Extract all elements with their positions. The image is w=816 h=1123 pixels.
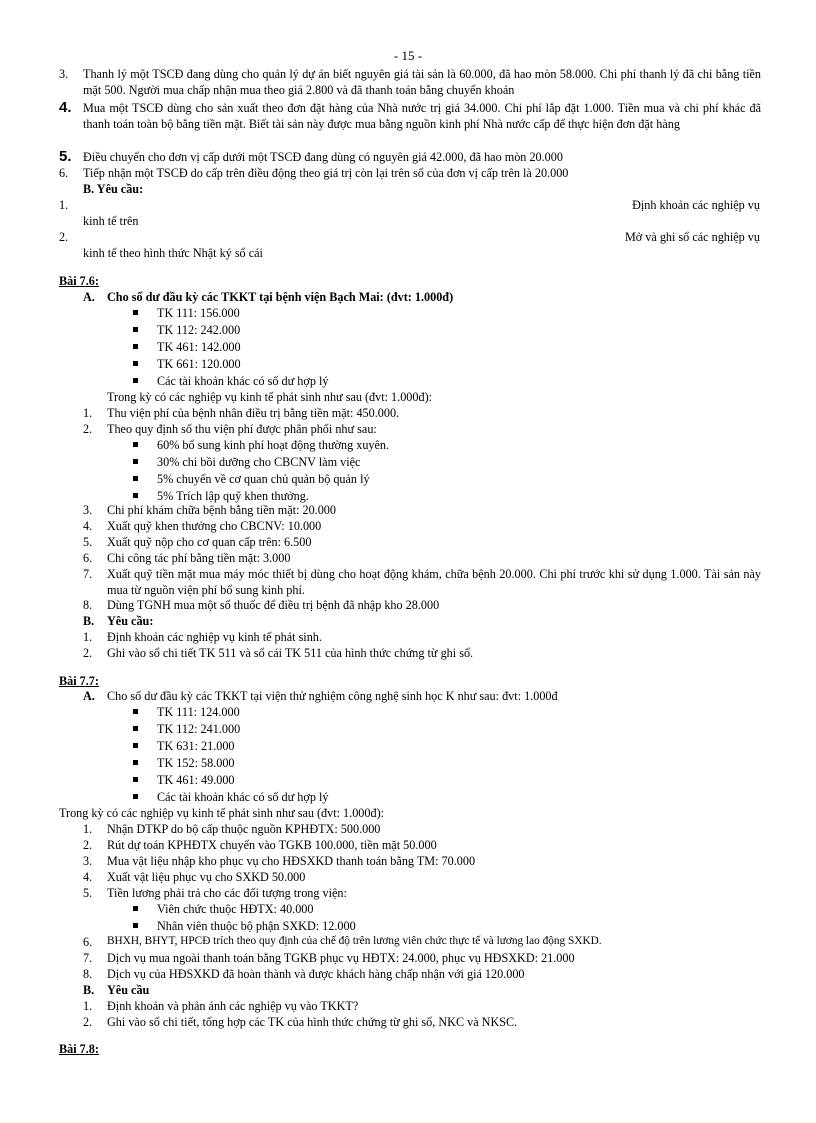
balance-item: TK 461: 142.000 xyxy=(157,340,241,354)
item-number: 6. xyxy=(83,551,93,565)
requirement-text: Ghi vào sổ chi tiết, tổng hợp các TK của hình thức chứng từ ghi sổ, NKC và NKSC. xyxy=(107,1015,518,1029)
list-item: Điều chuyển cho đơn vị cấp dưới một TSCĐ đang dùng có nguyên giá 42.000, đã hao mòn 20.000 xyxy=(83,150,563,164)
list-item: Rút dự toán KPHĐTX chuyển vào TGKB 100.000, tiền mặt 50.000 xyxy=(107,838,437,852)
bullet-icon xyxy=(133,709,138,714)
item-number: 3. xyxy=(83,503,93,517)
item-number: 1. xyxy=(83,630,93,644)
item-number: 8. xyxy=(83,598,93,612)
item-number: 3. xyxy=(83,854,93,868)
balance-item: Các tài khoản khác có số dư hợp lý xyxy=(157,790,329,804)
list-item: Dịch vụ của HĐSXKD đã hoàn thành và được khách hàng chấp nhận với giá 120.000 xyxy=(107,967,525,981)
balance-item: TK 152: 58.000 xyxy=(157,756,235,770)
period-intro: Trong kỳ có các nghiệp vụ kinh tế phát sinh như sau (đvt: 1.000đ): xyxy=(107,390,433,404)
exercise-title: Bài 7.8: xyxy=(59,1042,99,1056)
item-number: 3. xyxy=(59,67,69,81)
requirement-continuation: kinh tế trên xyxy=(83,214,139,228)
section-label: B. xyxy=(83,614,95,628)
list-item: Chi phí khám chữa bệnh bằng tiền mặt: 20.000 xyxy=(107,503,336,517)
bullet-icon xyxy=(133,442,138,447)
bullet-icon xyxy=(133,378,138,383)
list-item: Chi công tác phí bằng tiền mặt: 3.000 xyxy=(107,551,291,565)
list-item: Theo quy định số thu viện phí được phân phối như sau: xyxy=(107,422,377,436)
requirement-text: Định khoản các nghiệp vụ xyxy=(632,198,760,212)
section-label: A. xyxy=(83,290,95,304)
period-intro: Trong kỳ có các nghiệp vụ kinh tế phát sinh như sau (đvt: 1.000đ): xyxy=(59,806,385,820)
list-item: BHXH, BHYT, HPCĐ trích theo quy định của chế độ trên lương viên chức thực tế và lương lao động SXKD. xyxy=(107,935,602,947)
requirement-text: Định khoản các nghiệp vụ kinh tế phát sinh. xyxy=(107,630,322,644)
bullet-icon xyxy=(133,760,138,765)
sub-item: 5% chuyển về cơ quan chủ quản bộ quản lý xyxy=(157,472,370,486)
bullet-icon xyxy=(133,344,138,349)
requirement-text: Ghi vào sổ chi tiết TK 511 và sổ cái TK 511 của hình thức chứng từ ghi sổ. xyxy=(107,646,474,660)
bullet-icon xyxy=(133,327,138,332)
list-item: Thu viện phí của bệnh nhân điều trị bằng tiền mặt: 450.000. xyxy=(107,406,400,420)
item-number: 2. xyxy=(83,422,93,436)
section-label: B. xyxy=(83,983,95,997)
balance-item: TK 111: 156.000 xyxy=(157,306,240,320)
list-item: Thanh lý một TSCĐ đang dùng cho quản lý dự án biết nguyên giá tài sản là 60.000, đã hao mòn 58.000. Chi phí thanh lý đã chi bằng tiền mặt 500. Người mua chấp nhận mua theo giá 2.800 và đã thanh toán bằng chuyển khoản xyxy=(83,67,761,98)
bullet-icon xyxy=(133,777,138,782)
list-item: Tiền lương phải trả cho các đối tượng trong viện: xyxy=(107,886,347,900)
sub-item: 30% chi bồi dưỡng cho CBCNV làm việc xyxy=(157,455,361,469)
section-heading: Yêu cầu xyxy=(107,983,150,997)
sub-item: Viên chức thuộc HĐTX: 40.000 xyxy=(157,902,314,916)
balance-item: TK 631: 21.000 xyxy=(157,739,235,753)
item-number: 1. xyxy=(83,406,93,420)
list-item: Xuất quỹ khen thưởng cho CBCNV: 10.000 xyxy=(107,519,322,533)
item-number: 8. xyxy=(83,967,93,981)
list-item: Dịch vụ mua ngoài thanh toán bằng TGKB phục vụ HĐTX: 24.000, phục vụ HĐSXKD: 21.000 xyxy=(107,951,575,965)
bullet-icon xyxy=(133,906,138,911)
item-number: 5. xyxy=(83,886,93,900)
bullet-icon xyxy=(133,743,138,748)
item-number: 4. xyxy=(59,99,72,116)
item-number: 2. xyxy=(59,230,69,244)
bullet-icon xyxy=(133,361,138,366)
item-number: 7. xyxy=(83,951,93,965)
item-number: 7. xyxy=(83,567,93,581)
sub-item: 60% bổ sung kinh phí hoạt động thường xuyên. xyxy=(157,438,390,452)
bullet-icon xyxy=(133,310,138,315)
bullet-icon xyxy=(133,476,138,481)
list-item: Xuất quỹ tiền mặt mua máy móc thiết bị dùng cho hoạt động khám, chữa bệnh 20.000. Chi phí trước khi sử dụng 1.000. Tài sản này mua từ nguồn viện phí bổ sung kinh phí. xyxy=(107,567,761,598)
balance-item: TK 112: 242.000 xyxy=(157,323,241,337)
bullet-icon xyxy=(133,794,138,799)
balance-item: TK 661: 120.000 xyxy=(157,357,241,371)
sub-item: Nhân viên thuộc bộ phận SXKD: 12.000 xyxy=(157,919,356,933)
bullet-icon xyxy=(133,493,138,498)
balance-item: TK 461: 49.000 xyxy=(157,773,235,787)
item-number: 6. xyxy=(59,166,69,180)
list-item: Mua vật liệu nhập kho phục vụ cho HĐSXKD thanh toán bằng TM: 70.000 xyxy=(107,854,476,868)
section-heading: Cho số dư đầu kỳ các TKKT tại bệnh viện Bạch Mai: (đvt: 1.000đ) xyxy=(107,290,454,304)
page-number: - 15 - xyxy=(393,48,423,63)
bullet-icon xyxy=(133,459,138,464)
requirement-continuation: kinh tế theo hình thức Nhật ký sổ cái xyxy=(83,246,263,260)
exercise-title: Bài 7.7: xyxy=(59,674,99,688)
item-number: 2. xyxy=(83,646,93,660)
balance-item: TK 111: 124.000 xyxy=(157,705,240,719)
item-number: 6. xyxy=(83,935,93,949)
requirement-text: Mở và ghi sổ các nghiệp vụ xyxy=(624,230,760,244)
section-heading: Cho số dư đầu kỳ các TKKT tại viện thử nghiệm công nghệ sinh học K như sau: đvt: 1.000đ xyxy=(107,689,558,703)
balance-item: TK 112: 241.000 xyxy=(157,722,241,736)
item-number: 2. xyxy=(83,1015,93,1029)
exercise-title: Bài 7.6: xyxy=(59,274,99,288)
section-heading: Yêu cầu: xyxy=(107,614,154,628)
requirements-heading: B. Yêu cầu: xyxy=(83,182,144,196)
item-number: 1. xyxy=(83,822,93,836)
list-item: Dùng TGNH mua một số thuốc để điều trị bệnh đã nhập kho 28.000 xyxy=(107,598,440,612)
sub-item: 5% Trích lập quỹ khen thưởng. xyxy=(157,489,309,503)
section-label: A. xyxy=(83,689,95,703)
list-item: Nhận DTKP do bộ cấp thuộc nguồn KPHĐTX: 500.000 xyxy=(107,822,381,836)
item-number: 5. xyxy=(59,148,72,165)
list-item: Xuất vật liệu phục vụ cho SXKD 50.000 xyxy=(107,870,306,884)
list-item: Mua một TSCĐ dùng cho sản xuất theo đơn đặt hàng của Nhà nước trị giá 34.000. Chi phí lắp đặt 1.000. Tiền mua và chi phí khác đã thanh toán toàn bộ bằng tiền mặt. Biết tài sản này được mua bằng nguồn kinh phí Nhà nước cấp để thực hiện đơn đặt hàng xyxy=(83,101,761,132)
item-number: 1. xyxy=(59,198,69,212)
item-number: 2. xyxy=(83,838,93,852)
balance-item: Các tài khoản khác có số dư hợp lý xyxy=(157,374,329,388)
item-number: 4. xyxy=(83,519,93,533)
item-number: 4. xyxy=(83,870,93,884)
list-item: Xuất quỹ nộp cho cơ quan cấp trên: 6.500 xyxy=(107,535,312,549)
list-item: Tiếp nhận một TSCĐ do cấp trên điều động theo giá trị còn lại trên sổ của đơn vị cấp trên là 20.000 xyxy=(83,166,569,180)
item-number: 5. xyxy=(83,535,93,549)
item-number: 1. xyxy=(83,999,93,1013)
bullet-icon xyxy=(133,923,138,928)
requirement-text: Định khoản và phản ánh các nghiệp vụ vào TKKT? xyxy=(107,999,359,1013)
bullet-icon xyxy=(133,726,138,731)
